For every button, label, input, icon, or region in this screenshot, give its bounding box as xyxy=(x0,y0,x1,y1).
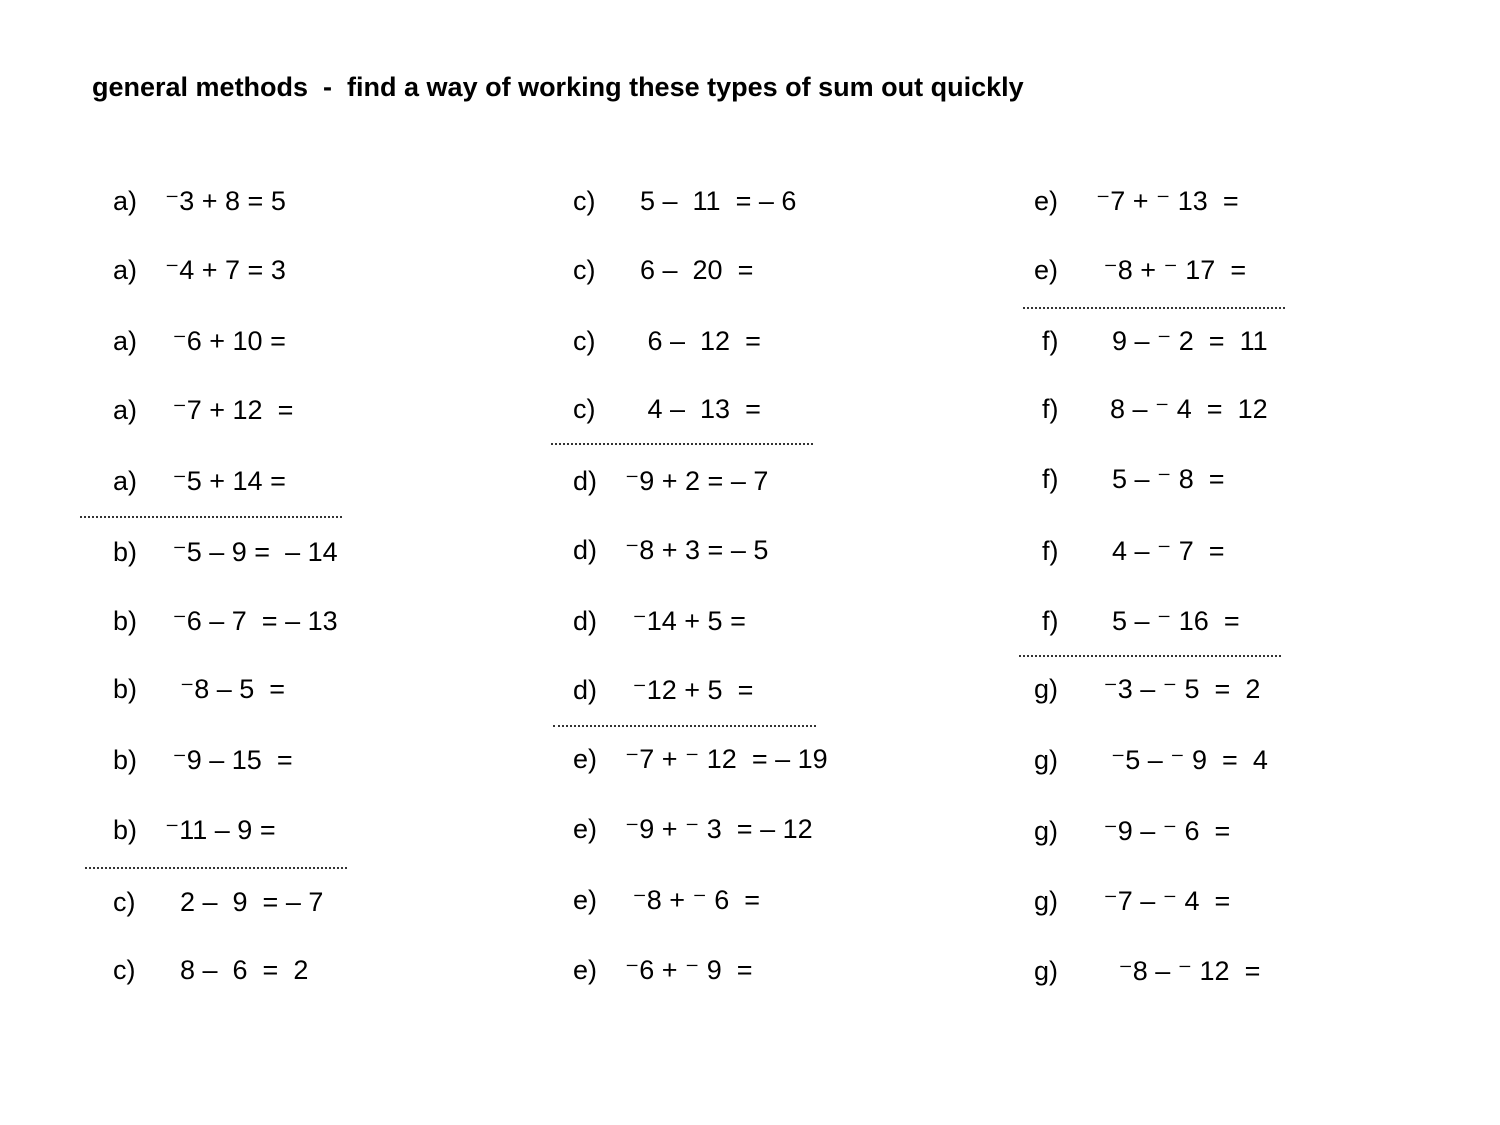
exercise-expression: 4 – 13 = xyxy=(625,394,761,424)
exercise-label: f) xyxy=(1042,326,1059,356)
exercise-label: g) xyxy=(1034,745,1059,775)
exercise-label: g) xyxy=(1034,674,1059,704)
exercise-label: d) xyxy=(573,466,598,496)
exercise-expression: ⁻3 – ⁻ 5 = 2 xyxy=(1096,674,1261,704)
exercise-item xyxy=(573,466,769,506)
exercise-item xyxy=(573,326,761,366)
exercise-label: b) xyxy=(113,745,138,775)
exercise-label: d) xyxy=(573,675,598,705)
exercise-label: e) xyxy=(573,744,598,774)
exercise-item xyxy=(1034,816,1231,856)
exercise-expression: ⁻14 + 5 = xyxy=(625,606,746,636)
exercise-expression: ⁻5 + 14 = xyxy=(165,466,286,496)
exercise-item xyxy=(1034,464,1225,504)
exercise-label: d) xyxy=(573,606,598,636)
exercise-expression: ⁻9 + ⁻ 3 = – 12 xyxy=(625,814,813,844)
exercise-item xyxy=(1034,326,1268,366)
exercise-item xyxy=(113,395,294,435)
exercise-item xyxy=(573,885,761,925)
exercise-expression: 8 – 6 = 2 xyxy=(165,955,309,985)
exercise-item xyxy=(113,606,338,646)
exercise-expression: ⁻6 + ⁻ 9 = xyxy=(625,955,753,985)
exercise-label: c) xyxy=(573,326,596,356)
exercise-label: f) xyxy=(1042,536,1059,566)
exercise-expression: ⁻8 – 5 = xyxy=(165,674,286,704)
exercise-label: e) xyxy=(573,955,598,985)
exercise-label: b) xyxy=(113,606,138,636)
exercise-item xyxy=(113,466,286,506)
exercise-item xyxy=(573,744,828,784)
exercise-expression: ⁻11 – 9 = xyxy=(165,815,276,845)
exercise-label: b) xyxy=(113,815,138,845)
exercise-expression: 6 – 12 = xyxy=(625,326,761,356)
exercise-label: g) xyxy=(1034,886,1059,916)
exercise-item xyxy=(113,815,276,855)
exercise-label: c) xyxy=(573,186,596,216)
exercise-item xyxy=(1034,394,1268,434)
exercise-expression: ⁻7 + 12 = xyxy=(165,395,294,425)
exercise-expression: ⁻6 – 7 = – 13 xyxy=(165,606,338,636)
exercise-label: a) xyxy=(113,466,138,496)
exercise-item xyxy=(573,394,761,434)
exercise-label: e) xyxy=(573,814,598,844)
exercise-item xyxy=(573,814,813,854)
section-divider xyxy=(553,725,816,727)
exercise-label: c) xyxy=(113,955,136,985)
exercise-expression: ⁻12 + 5 = xyxy=(625,675,754,705)
exercise-label: a) xyxy=(113,255,138,285)
exercise-expression: ⁻7 + ⁻ 12 = – 19 xyxy=(625,744,828,774)
exercise-item xyxy=(1034,886,1231,926)
exercise-item xyxy=(1034,536,1225,576)
section-divider xyxy=(80,516,342,518)
exercise-expression: 5 – ⁻ 8 = xyxy=(1112,464,1225,494)
exercise-label: e) xyxy=(1034,186,1059,216)
exercise-label: f) xyxy=(1042,464,1059,494)
exercise-expression: 6 – 20 = xyxy=(625,255,754,285)
exercise-label: a) xyxy=(113,186,138,216)
exercise-expression: 5 – 11 = – 6 xyxy=(625,186,797,216)
exercise-label: a) xyxy=(113,395,138,425)
exercise-label: c) xyxy=(573,255,596,285)
exercise-expression: 2 – 9 = – 7 xyxy=(165,887,324,917)
section-divider xyxy=(1019,655,1281,657)
exercise-label: f) xyxy=(1042,606,1059,636)
page-title: general methods - find a way of working these types of sum out quickly xyxy=(92,72,1024,102)
section-divider xyxy=(551,443,813,445)
exercise-expression: ⁻3 + 8 = 5 xyxy=(165,186,286,216)
exercise-expression: ⁻8 + 3 = – 5 xyxy=(625,535,769,565)
exercise-item xyxy=(573,255,754,295)
exercise-expression: ⁻8 – ⁻ 12 = xyxy=(1096,956,1261,986)
exercise-item xyxy=(1034,255,1247,295)
exercise-item xyxy=(573,186,797,226)
exercise-item xyxy=(113,745,293,785)
exercise-expression: 8 – ⁻ 4 = 12 xyxy=(1110,394,1268,424)
exercise-expression: ⁻8 + ⁻ 6 = xyxy=(625,885,761,915)
exercise-item xyxy=(1034,606,1240,646)
exercise-label: b) xyxy=(113,674,138,704)
section-divider xyxy=(85,867,347,869)
exercise-label: c) xyxy=(113,887,136,917)
exercise-label: b) xyxy=(113,537,138,567)
exercise-label: a) xyxy=(113,326,138,356)
exercise-item xyxy=(1034,745,1268,785)
exercise-expression: ⁻4 + 7 = 3 xyxy=(165,255,286,285)
exercise-expression: ⁻9 + 2 = – 7 xyxy=(625,466,769,496)
exercise-item xyxy=(113,326,286,366)
exercise-label: g) xyxy=(1034,816,1059,846)
exercise-item xyxy=(113,186,286,226)
exercise-item xyxy=(113,955,309,995)
exercise-expression: ⁻9 – 15 = xyxy=(165,745,293,775)
exercise-item xyxy=(573,675,754,715)
exercise-item xyxy=(573,955,753,995)
exercise-expression: ⁻6 + 10 = xyxy=(165,326,286,356)
exercise-item xyxy=(113,255,286,295)
exercise-expression: 9 – ⁻ 2 = 11 xyxy=(1112,326,1268,356)
exercise-expression: ⁻5 – ⁻ 9 = 4 xyxy=(1096,745,1268,775)
exercise-item xyxy=(573,606,746,646)
exercise-item xyxy=(1034,186,1239,226)
exercise-label: e) xyxy=(1034,255,1059,285)
exercise-expression: 5 – ⁻ 16 = xyxy=(1112,606,1240,636)
exercise-expression: ⁻9 – ⁻ 6 = xyxy=(1096,816,1231,846)
exercise-item xyxy=(1034,956,1261,996)
exercise-item xyxy=(113,887,324,927)
exercise-label: g) xyxy=(1034,956,1059,986)
section-divider xyxy=(1023,307,1285,309)
exercise-expression: ⁻7 – ⁻ 4 = xyxy=(1096,886,1231,916)
exercise-label: c) xyxy=(573,394,596,424)
exercise-expression: ⁻5 – 9 = – 14 xyxy=(165,537,338,567)
exercise-expression: ⁻8 + ⁻ 17 = xyxy=(1096,255,1247,285)
exercise-label: f) xyxy=(1042,394,1059,424)
exercise-expression: 4 – ⁻ 7 = xyxy=(1112,536,1225,566)
exercise-item xyxy=(1034,674,1261,714)
exercise-label: d) xyxy=(573,535,598,565)
exercise-expression: ⁻7 + ⁻ 13 = xyxy=(1096,186,1239,216)
exercise-label: e) xyxy=(573,885,598,915)
exercise-item xyxy=(573,535,769,575)
exercise-item xyxy=(113,674,286,714)
exercise-item xyxy=(113,537,338,577)
